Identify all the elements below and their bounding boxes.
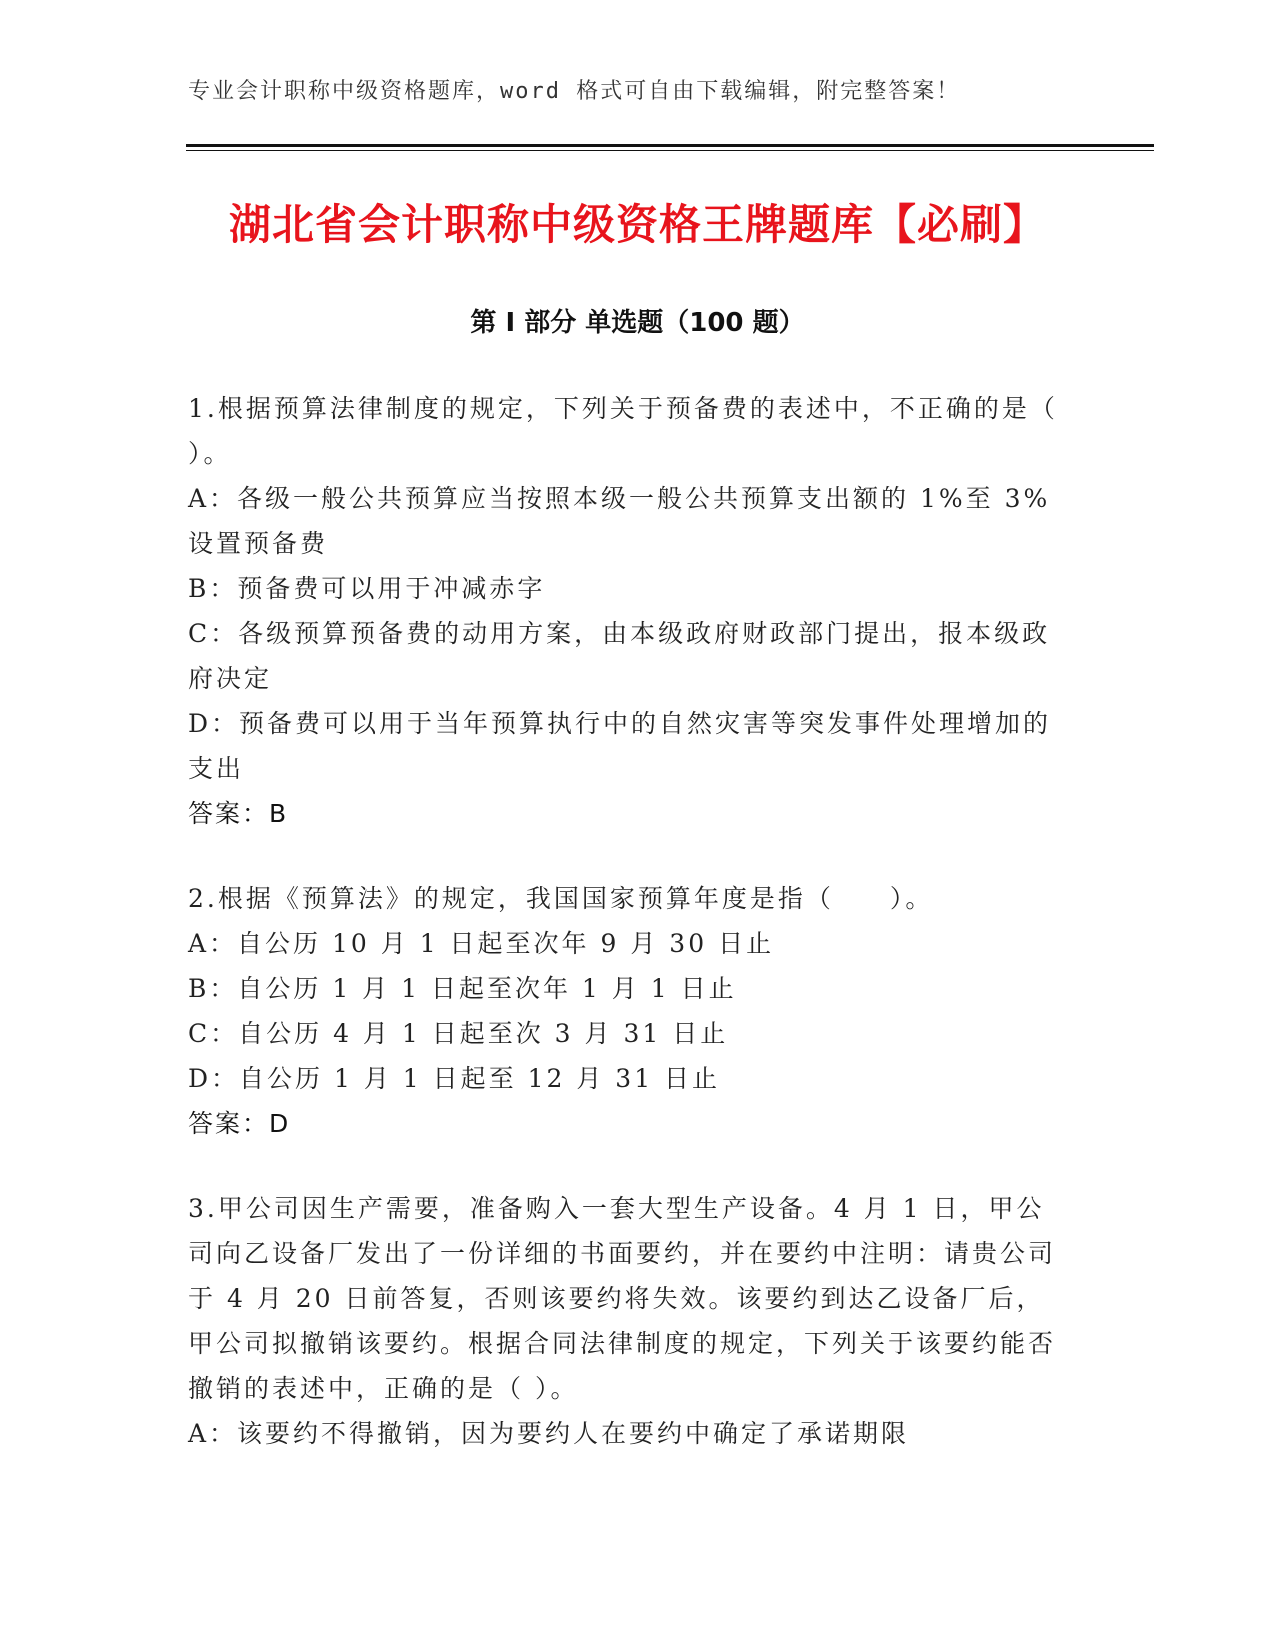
option-a: A：各级一般公共预算应当按照本级一般公共预算支出额的 1%至 3%设置预备费 [188,484,1051,558]
option-d: D：自公历 1 月 1 日起至 12 月 31 日止 [188,1064,721,1093]
question-2 [188,876,1068,1146]
answer: 答案：B [188,799,289,828]
question-list [188,386,1114,1496]
question-stem: 2.根据《预算法》的规定，我国国家预算年度是指（ ）。 [188,884,934,913]
question-1 [188,386,1114,836]
option-b: B：自公历 1 月 1 日起至次年 1 月 1 日止 [188,974,737,1003]
option-d: D：预备费可以用于当年预算执行中的自然灾害等突发事件处理增加的支出 [188,709,1052,783]
option-c: C：自公历 4 月 1 日起至次 3 月 31 日止 [188,1019,729,1048]
header-note: 专业会计职称中级资格题库，word 格式可自由下载编辑，附完整答案！ [188,79,961,104]
question-3 [188,1186,1068,1456]
option-c: C：各级预算预备费的动用方案，由本级政府财政部门提出，报本级政府决定 [188,619,1051,693]
document-title: 湖北省会计职称中级资格王牌题库【必刷】 [228,200,1046,249]
answer: 答案：D [188,1109,291,1138]
option-a: A：自公历 10 月 1 日起至次年 9 月 30 日止 [188,929,775,958]
option-a: A：该要约不得撤销，因为要约人在要约中确定了承诺期限 [188,1419,910,1448]
question-stem: 3.甲公司因生产需要，准备购入一套大型生产设备。4 月 1 日，甲公司向乙设备厂发出了一份详细的书面要约，并在要约中注明：请贵公司于 4 月 20 日前答复，否则该要约将失效。该要约到达乙设备厂后，甲公司拟撤销该要约。根据合同法律制度的规定，下列关于该要约能否撤销的表述中，正确的是（ ）。 [188,1194,1057,1403]
header-divider-thin [186,150,1154,151]
section-title: 第 I 部分 单选题（100 题） [470,308,805,338]
header-divider-thick [186,144,1154,147]
option-b: B：预备费可以用于冲减赤字 [188,574,546,603]
question-stem: 1.根据预算法律制度的规定，下列关于预备费的表述中，不正确的是（ ）。 [188,394,1114,468]
